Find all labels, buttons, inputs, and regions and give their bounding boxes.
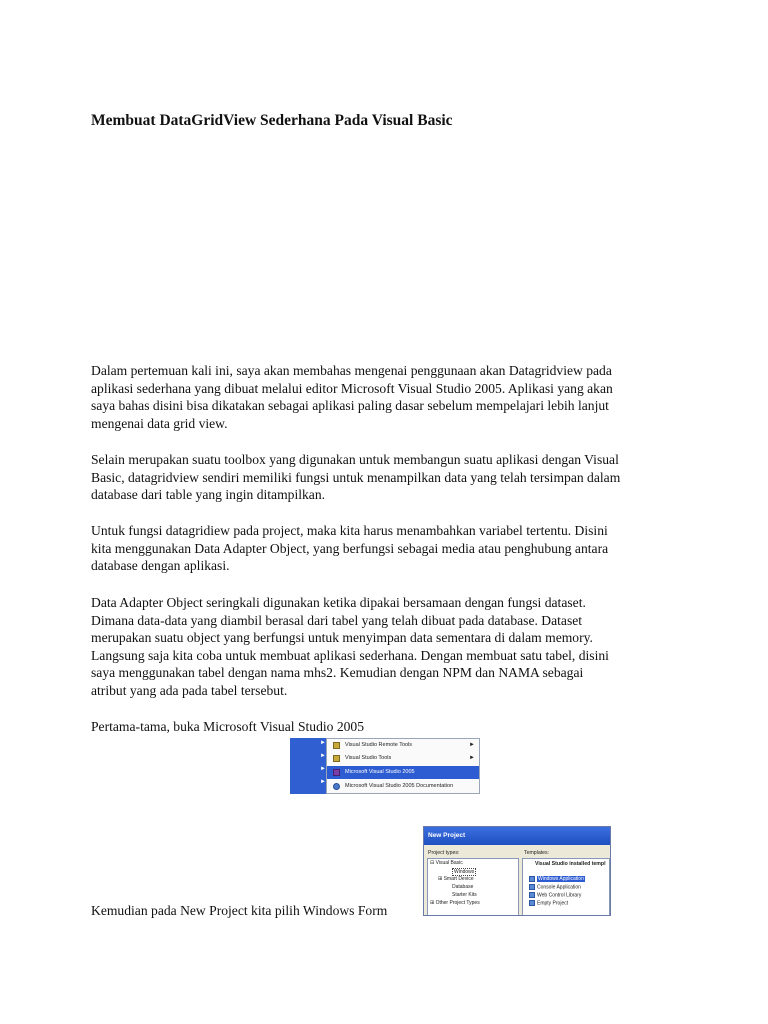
paragraph-dataset [91,594,691,700]
template-windows-application[interactable] [529,876,585,882]
menu-item-label: Microsoft Visual Studio 2005 [345,769,415,775]
document-title: Membuat DataGridView Sederhana Pada Visual Basic [91,112,453,129]
menu-item-vs-tools[interactable] [327,752,479,765]
tree-item-label: Visual Basic [435,860,463,866]
tree-item-label: Other Project Types [435,900,480,906]
tree-item-smart-device[interactable] [438,876,474,882]
documentation-icon [333,783,340,790]
collapse-icon: ⊟ [430,860,435,866]
template-label: Windows Application [538,876,584,883]
expand-icon: ⊞ [430,900,435,906]
menu-item-vs-documentation[interactable] [327,780,479,793]
folder-icon [333,755,340,762]
expand-icon: ⊞ [438,876,443,882]
text-line: Untuk fungsi datagridiew pada project, maka kita harus menambahkan variabel tertentu. Disini [91,523,608,538]
text-line: mengenai data grid view. [91,415,228,431]
templates-label: Templates: [524,850,550,856]
paragraph-step-open [91,718,691,736]
text-line: database dengan aplikasi. [91,558,230,574]
text-line: kita menggunakan Data Adapter Object, yang berfungsi sebagai media atau penghubung antara [91,540,609,556]
folder-icon [333,742,340,749]
menu-left-strip [290,738,326,794]
templates-header: Visual Studio installed templ [535,861,606,867]
submenu-arrow-icon: ► [320,740,326,746]
paragraph-toolbox [91,451,691,504]
text-line: Data Adapter Object seringkali digunakan ketika dipakai bersamaan dengan fungsi dataset. [91,595,586,610]
windows-application-icon [529,876,535,882]
menu-item-label: Visual Studio Tools [345,755,392,761]
template-label: Web Control Library [537,892,582,899]
text-line: Dimana data-data yang diambil berasal dari tabel yang telah dibuat pada database. Dataset [91,612,583,628]
tree-item-visual-basic[interactable] [430,860,463,866]
paragraph-step-new-project [91,902,691,920]
submenu-arrow-icon: ► [320,779,326,785]
menu-item-remote-tools[interactable] [327,739,479,752]
submenu-arrow-icon: ► [320,753,326,759]
visual-studio-icon [333,769,340,776]
dialog-title: New Project [424,827,610,845]
menu-item-label: Microsoft Visual Studio 2005 Documentation [345,783,454,789]
template-web-control-library[interactable] [529,892,581,898]
submenu-arrow-icon: ► [469,742,475,748]
submenu-arrow-icon: ► [469,755,475,761]
text-line: Pertama-tama, buka Microsoft Visual Studio 2005 [91,719,365,734]
text-line: atribut yang ada pada tabel tersebut. [91,682,288,698]
paragraph-data-adapter [91,522,691,575]
text-line: Langsung saja kita coba untuk membuat aplikasi sederhana. Dengan membuat satu tabel, disini [91,647,609,663]
web-control-library-icon [529,892,535,898]
paragraph-intro [91,362,691,432]
text-line: Basic, datagridview sendiri memiliki fungsi untuk menampilkan data yang telah tersimpan dalam [91,469,621,485]
tree-item-label: Smart Device [443,876,474,882]
text-line: Dalam pertemuan kali ini, saya akan membahas mengenai penggunaan akan Datagridview pada [91,363,612,378]
start-menu-screenshot [290,738,480,794]
program-menu [326,738,480,794]
project-types-label: Project types: [428,850,460,856]
tree-item-starter-kits[interactable]: Starter Kits [452,892,477,898]
text-line: aplikasi sederhana yang dibuat melalui editor Microsoft Visual Studio 2005. Aplikasi yang akan [91,380,613,396]
text-line: database dari table yang ingin ditampilkan. [91,487,326,503]
text-line: Kemudian pada New Project kita pilih Windows Form [91,903,388,918]
text-line: saya menggunakan tabel dengan nama mhs2. Kemudian dengan NPM dan NAMA sebagai [91,665,584,681]
submenu-arrow-icon: ► [320,766,326,772]
tree-item-windows[interactable]: Windows [454,869,475,875]
text-line: saya bahas disini bisa dikatakan sebagai aplikasi paling dasar sebelum mempelajari lebih lanjut [91,398,609,414]
console-application-icon [529,884,535,890]
menu-item-visual-studio-2005[interactable] [327,766,479,779]
text-line: merupakan suatu object yang berfungsi untuk menyimpan data sementara di dalam memory. [91,630,593,646]
tree-item-database[interactable]: Database [452,884,474,890]
template-label: Console Application [537,884,581,891]
template-console-application[interactable] [529,884,581,890]
template-label: Empty Project [537,900,569,907]
menu-item-label: Visual Studio Remote Tools [345,742,413,748]
text-line: Selain merupakan suatu toolbox yang digunakan untuk membangun suatu aplikasi dengan Visual [91,452,619,467]
